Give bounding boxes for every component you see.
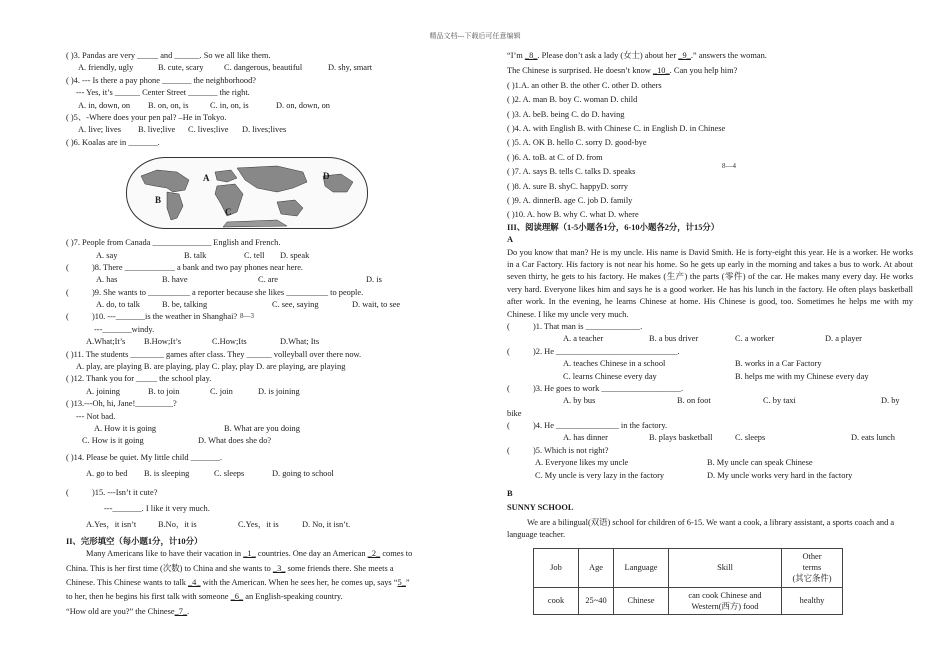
question-10-line2: ---_______windy. (94, 324, 155, 334)
reading-q4: ( )4. He _______________ in the factory. (507, 421, 668, 431)
reading-q3: ( )3. He goes to work ___________________. (507, 383, 684, 393)
cloze-question-7: ( )7. A. says B. tells C. talks D. speaks (507, 167, 636, 177)
reading-q2-options-row1: A. teaches Chinese in a school B. works in a Car Factory (563, 359, 822, 369)
cloze-question-1: ( )1.A. an other B. the other C. other D. others (507, 80, 662, 90)
job-table (533, 548, 843, 615)
reading-q1: ( )1. That man is _____________. (507, 321, 643, 331)
question-12-options: A. joining B. to join C. join D. is joining (86, 386, 300, 396)
question-13-options-row1: A. How it is going B. What are you doing (94, 423, 300, 433)
cloze-line-1: Many Americans like to have their vacation in _1_ countries. One day an American _2_ comes to (86, 549, 413, 559)
page-number-mark-2: 8—4 (722, 162, 736, 170)
question-4-options: A. in, down, on B. on, on, is C. in, on, is D. on, down, on (78, 100, 330, 110)
question-9: ( )9. She wants to __________ a reporter because she likes __________ to people. (66, 287, 364, 297)
question-7-options: A. say B. talk C. tell D. speak (96, 250, 310, 260)
reading-q2-options-row2: C. learns Chinese every day B. helps me with my Chinese every day (563, 371, 869, 381)
question-11: ( )11. The students ________ games after class. They ______ volleyball over there now. (66, 349, 362, 359)
passage-a: Do you know that man? He is my uncle. His name is David Smith. He is forty-eight this year. He is a worker. He works in a Car Factory. His factory is not near his home. So he gets up early in the morning and takes a bus to work. At about seven thirty, he gets to his factory. He makes (生产) the parts (零件) of the car. He makes many every day. He works very hard. Everyone likes him and says he is a good worker. He has his lunch in the factory. He often plays basketball after work. In the evening, he learns Chinese at home. His Chinese is good, too. Sometimes he helps me with my Chinese. I like my uncle very much. (507, 247, 913, 319)
question-7: ( )7. People from Canada ______________ English and French. (66, 238, 281, 248)
world-map (126, 157, 368, 229)
reading-q3-options: A. by bus B. on foot C. by taxi D. by (563, 396, 900, 406)
cloze-question-6: ( )6. A. toB. at C. of D. from (507, 152, 603, 162)
cloze-line-5: “How old are you?” the Chinese_7_. (66, 606, 190, 616)
reading-q4-options: A. has dinner B. plays basketball C. sleeps D. eats lunch (563, 433, 895, 443)
question-8: ( )8. There ____________ a bank and two pay phones near here. (66, 262, 304, 272)
right-column (507, 50, 913, 615)
question-5: ( )5、-Where does your pen pal? –He in Tokyo. (66, 112, 227, 122)
cloze-question-3: ( )3. A. beB. being C. do D. having (507, 109, 625, 119)
part-a-label: A (507, 235, 514, 245)
reading-q5-options-row1: A. Everyone likes my uncle B. My uncle can speak Chinese (535, 458, 813, 468)
question-4-line2: --- Yes, it’s ______ Center Street _______ the right. (76, 88, 250, 98)
map-label-d: D (323, 171, 330, 182)
cloze-question-4: ( )4. A. with English B. with Chinese C. in English D. in Chinese (507, 123, 726, 133)
part-b-label: B (507, 489, 513, 499)
question-15: ( )15. ---Isn’t it cute? (66, 487, 158, 497)
world-map-graphic (127, 158, 367, 228)
table-header-row: Job Age Language Skill Other terms (其它条件) (534, 548, 843, 587)
reading-q2: ( )2. He _____________________________. (507, 346, 680, 356)
section-3-heading: III、阅读理解（1-5小题各1分，6-10小题各2分，计15分） (507, 222, 720, 232)
section-2-heading: II、完形填空（每小题1分，计10分） (66, 536, 203, 546)
left-column (66, 50, 462, 618)
question-6: ( )6. Koalas are in _______. (66, 137, 160, 147)
question-5-options: A. live; lives B. live;live C. lives;live D. lives;lives (78, 125, 287, 135)
question-15-line2: ---_______. I like it very much. (104, 503, 210, 513)
question-13-options-row2: C. How is it going D. What does she do? (82, 436, 272, 446)
question-8-options: A. has B. have C. are D. is (96, 275, 382, 285)
question-14-options: A. go to bed B. is sleeping C. sleeps D. going to school (86, 469, 334, 479)
cloze-question-8: ( )8. A. sure B. shyC. happyD. sorry (507, 181, 628, 191)
cloze-line-2: China. This is her first time (次数) to China and she wants to _3_ some friends there. She meets a (66, 563, 394, 573)
cloze-line-6: “I’m _8_. Please don’t ask a lady (女士) about her _9_.” answers the woman. (507, 51, 767, 60)
cloze-questions (507, 80, 913, 222)
cloze-line-3: Chinese. This Chinese wants to talk _4_ with the American. When he sees her, he comes up, says “5_” (66, 577, 410, 587)
question-3: ( )3. Pandas are very _____ and ______. So we all like them. (66, 51, 271, 60)
page-number-mark: 8—3 (240, 312, 254, 320)
question-9-options: A. do, to talk B. be, talking C. see, saying D. wait, to see (96, 300, 401, 310)
question-10: ( )10. ---_______is the weather in Shanghai? (66, 312, 238, 322)
question-11-options: A. play, are playing B. are playing, play C. play, play D. are playing, are playing (76, 362, 346, 372)
question-4: ( )4. --- Is there a pay phone _______ the neighborhood? (66, 75, 257, 85)
cloze-question-9: ( )9. A. dinnerB. age C. job D. family (507, 195, 633, 205)
reading-q3-tail: bike (507, 408, 522, 418)
page-header: 精品文档---下载后可任意编辑 (429, 32, 521, 40)
table-row: cook 25~40 Chinese can cook Chinese and Western(西方) food healthy (534, 587, 843, 614)
cloze-line-4: to her, then he begins his first talk with someone _6_ an English-speaking country. (66, 592, 343, 602)
map-label-c: C (225, 207, 232, 218)
cloze-question-10: ( )10. A. how B. why C. what D. where (507, 210, 639, 220)
school-name: SUNNY SCHOOL (507, 503, 574, 513)
map-label-a: A (203, 173, 210, 184)
reading-q1-options: A. a teacher B. a bus driver C. a worker D. a player (563, 334, 862, 344)
passage-b: We are a bilingual(双语) school for children of 6-15. We want a cook, a library assistant, a sports coach and a language teacher. (507, 517, 895, 540)
question-12: ( )12. Thank you for _____ the school play. (66, 374, 212, 384)
question-15-options: A.Yes，it isn’t B.No，it is C.Yes，it is D. No, it isn’t. (86, 520, 351, 530)
question-3-options: A. friendly, ugly B. cute, scary C. dangerous, beautiful D. shy, smart (78, 63, 373, 73)
map-label-b: B (155, 195, 162, 206)
cloze-line-7: The Chinese is surprised. He doesn’t know _10_. Can you help him? (507, 66, 738, 76)
question-13: ( )13.---Oh, hi, Jane!_________? (66, 399, 177, 409)
reading-q5: ( )5. Which is not right? (507, 445, 609, 455)
question-13-line2: --- Not bad. (76, 411, 116, 421)
cloze-question-5: ( )5. A. OK B. hello C. sorry D. good-bye (507, 138, 647, 148)
cloze-question-2: ( )2. A. man B. boy C. woman D. child (507, 95, 638, 105)
question-10-options: A.What;It’s B.How;It’s C.How;Its D.What; Its (86, 337, 320, 347)
reading-q5-options-row2: C. My uncle is very lazy in the factory D. My uncle works very hard in the factory (535, 470, 853, 480)
question-14: ( )14. Please be quiet. My little child _______. (66, 452, 223, 462)
